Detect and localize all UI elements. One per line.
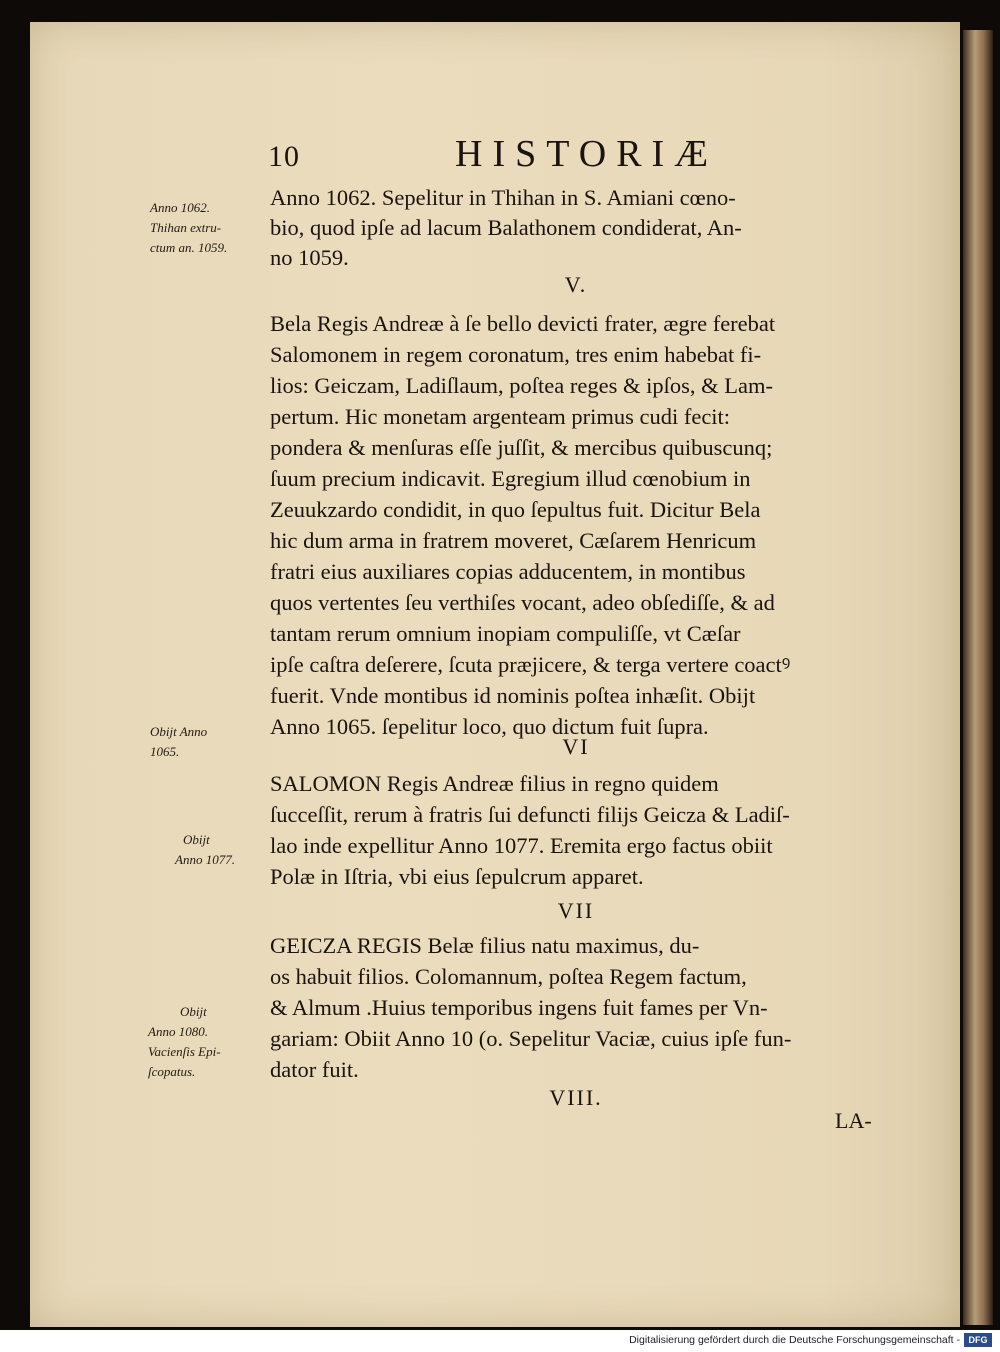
margin-note-line: Anno 1080. — [148, 1024, 208, 1039]
section-vi-line: lao inde expellitur Anno 1077. Eremita ergo factus obiit — [270, 833, 773, 858]
margin-note-line: Obijt — [180, 1004, 207, 1019]
margin-note-line: Anno 1077. — [175, 852, 235, 867]
section-v-line: fratri eius auxiliares copias adducentem, in montibus — [270, 559, 746, 584]
section-v-line: fuerit. Vnde montibus id nominis poſtea inhæſit. Obijt — [270, 683, 756, 708]
section-vi-line: Polæ in Iſtria, vbi eius ſepulcrum apparet. — [270, 864, 644, 889]
margin-note-line: Obijt — [183, 832, 210, 847]
section-v-line: pondera & menſuras eſſe juſſit, & mercibus quibuscunq; — [270, 435, 773, 460]
section-heading-vi: VI — [562, 734, 590, 759]
intro-line: no 1059. — [270, 245, 349, 270]
section-v-line: quos vertentes ſeu verthiſes vocant, adeo obſediſſe, & ad — [270, 590, 775, 615]
section-heading-vii: VII — [557, 898, 595, 923]
margin-note-line: ctum an. 1059. — [150, 240, 228, 255]
margin-note-line: Vacienſis Epi- — [148, 1044, 221, 1059]
section-v-line: ipſe caſtra deſerere, ſcuta præjicere, & terga vertere coactꝰ — [270, 652, 791, 677]
section-vii-line: GEICZA REGIS Belæ filius natu maximus, du- — [270, 933, 700, 958]
section-vii-line: dator fuit. — [270, 1057, 359, 1082]
margin-note-anno-1062 — [150, 198, 227, 258]
catchword: LA- — [835, 1108, 872, 1133]
margin-note-obijt-1065 — [150, 722, 207, 762]
margin-note-obijt-1080 — [148, 1002, 221, 1082]
section-v-line: lios: Geiczam, Ladiſlaum, poſtea reges & ipſos, & Lam- — [270, 373, 773, 398]
margin-note-line: Thihan extru- — [150, 220, 222, 235]
section-v-line: pertum. Hic monetam argenteam primus cudi fecit: — [270, 404, 731, 429]
section-vii-line: os habuit filios. Colomannum, poſtea Regem factum, — [270, 964, 747, 989]
margin-note-line: ſcopatus. — [148, 1064, 196, 1079]
running-title: HISTORIÆ — [455, 133, 718, 175]
margin-note-obijt-1077 — [175, 830, 235, 870]
margin-note-line: Anno 1062. — [150, 200, 210, 215]
section-heading-v: V. — [564, 272, 588, 297]
section-v-line: Bela Regis Andreæ à ſe bello devicti frater, ægre ferebat — [270, 311, 776, 336]
section-vi-line: ſucceſſit, rerum à fratris ſui defuncti filijs Geicza & Ladiſ- — [270, 802, 790, 827]
section-v-line: Salomonem in regem coronatum, tres enim habebat fi- — [270, 342, 762, 367]
section-vii-line: & Almum .Huius temporibus ingens fuit fames per Vn- — [270, 995, 768, 1020]
section-vii-line: gariam: Obiit Anno 10 (o. Sepelitur Vaciæ, cuius ipſe fun- — [270, 1026, 792, 1051]
intro-line: Anno 1062. Sepelitur in Thihan in S. Amiani cœno- — [270, 185, 736, 210]
section-v-line: hic dum arma in fratrem moveret, Cæſarem Henricum — [270, 528, 757, 553]
section-heading-viii: VIII. — [549, 1085, 603, 1110]
dfg-logo-icon: DFG — [964, 1333, 992, 1347]
margin-note-line: Obijt Anno — [150, 724, 208, 739]
page-edge — [963, 30, 993, 1325]
section-v-line: ſuum precium indicavit. Egregium illud cœnobium in — [270, 466, 751, 491]
section-v-line: Anno 1065. ſepelitur loco, quo dictum fuit ſupra. — [270, 714, 709, 739]
section-v-line: Zeuukzardo condidit, in quo ſepultus fuit. Dicitur Bela — [270, 497, 761, 522]
footer-credit: Digitalisierung gefördert durch die Deutsche Forschungsgemeinschaft - — [629, 1334, 960, 1346]
margin-note-line: 1065. — [150, 744, 180, 759]
page-number: 10 — [268, 140, 300, 173]
intro-line: bio, quod ipſe ad lacum Balathonem condiderat, An- — [270, 215, 742, 240]
section-vi-line: SALOMON Regis Andreæ filius in regno quidem — [270, 771, 719, 796]
section-v-line: tantam rerum omnium inopiam compuliſſe, vt Cæſar — [270, 621, 741, 646]
